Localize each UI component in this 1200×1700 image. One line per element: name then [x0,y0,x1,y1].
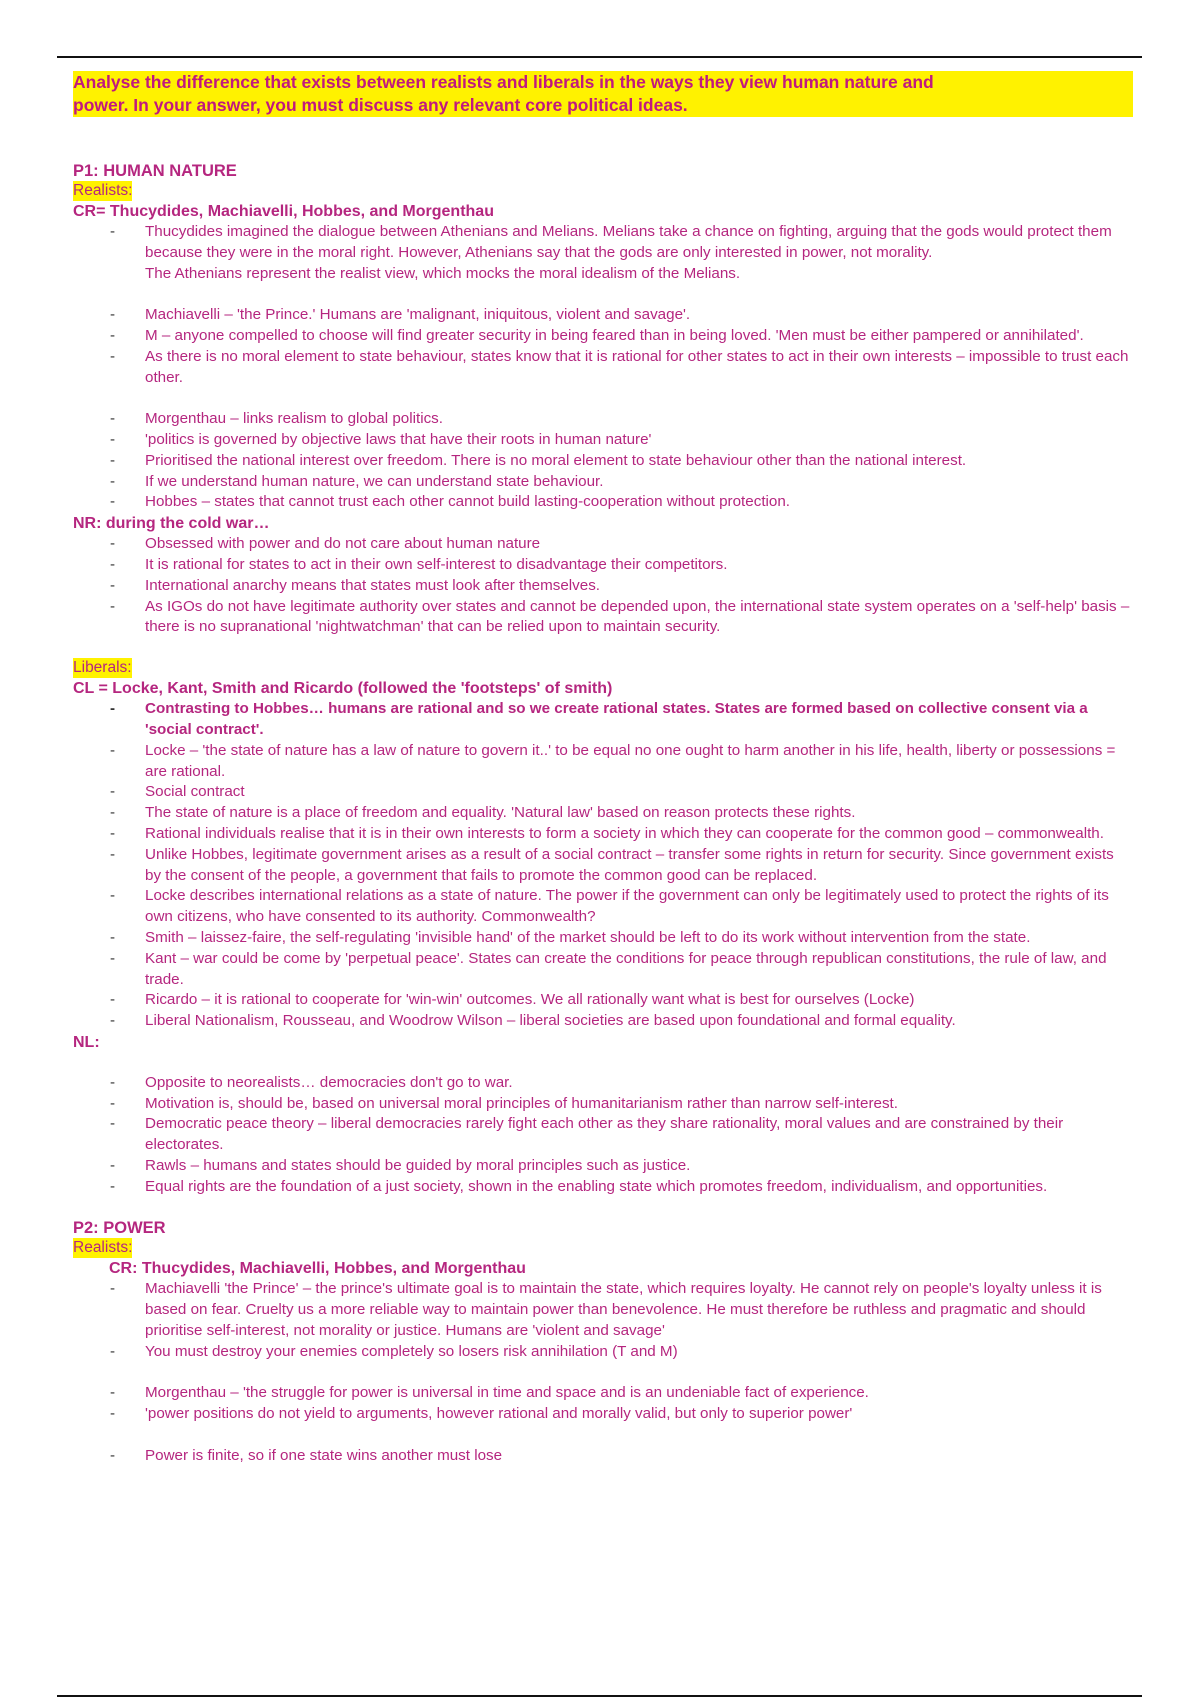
list-item: - Kant – war could be come by 'perpetual peace'. States can create the conditions for peace through republican constitutions, the rule of law, and trade. [73,949,1133,991]
neoliberalism-list [73,1073,1133,1198]
question-line-2: power. In your answer, you must discuss any relevant core political ideas. [73,94,1133,117]
list-item: - Contrasting to Hobbes… humans are rational and so we create rational states. States are formed based on collective consent via a 'social contract'. [73,699,1133,741]
list-item: - If we understand human nature, we can understand state behaviour. [73,472,1133,493]
list-item: - Hobbes – states that cannot trust each other cannot build lasting-cooperation without protection. [73,492,1133,513]
power-morgenthau-list [73,1383,1133,1425]
list-item: - Morgenthau – links realism to global politics. [73,409,1133,430]
list-item: - Motivation is, should be, based on universal moral principles of humanitarianism rather than narrow self-interest. [73,1094,1133,1115]
list-item: - Equal rights are the foundation of a just society, shown in the enabling state which promotes freedom, individualism, and opportunities. [73,1177,1133,1198]
machiavelli-list [73,305,1133,388]
classical-liberalism-list [73,699,1133,1032]
classical-realism-heading: CR= Thucydides, Machiavelli, Hobbes, and Morgenthau [73,203,494,220]
list-item: - The state of nature is a place of freedom and equality. 'Natural law' based on reason protects these rights. [73,803,1133,824]
bottom-rule [57,1695,1142,1697]
neorealism-list [73,534,1133,638]
list-item: - Locke describes international relations as a state of nature. The power if the government can only be legitimately used to protect the rights of its own citizens, who have consented to its authority. Commonwealth? [73,886,1133,928]
neorealism-heading: NR: during the cold war… [73,515,270,533]
list-item: - It is rational for states to act in their own self-interest to disadvantage their competitors. [73,555,1133,576]
realists-label-p2: Realists: [73,1239,133,1257]
list-item: - You must destroy your enemies completely so losers risk annihilation (T and M) [73,1342,1133,1363]
section-title-power: P2: POWER [73,1219,166,1238]
list-item: - Machiavelli – 'the Prince.' Humans are 'malignant, iniquitous, violent and savage'. [73,305,1133,326]
classical-liberalism-heading: CL = Locke, Kant, Smith and Ricardo (followed the 'footsteps' of smith) [73,680,613,698]
list-item: - Power is finite, so if one state wins another must lose [73,1446,1133,1467]
list-item: - Smith – laissez-faire, the self-regulating 'invisible hand' of the market should be left to do its work without intervention from the state. [73,928,1133,949]
power-realism-list [73,1279,1133,1362]
list-item: - Liberal Nationalism, Rousseau, and Woodrow Wilson – liberal societies are based upon foundational and formal equality. [73,1011,1133,1032]
power-finite-list [73,1446,1133,1467]
list-item: - Ricardo – it is rational to cooperate for 'win-win' outcomes. We all rationally want what is best for ourselves (Locke) [73,990,1133,1011]
neoliberalism-heading: NL: [73,1033,100,1051]
list-item: - Rawls – humans and states should be guided by moral principles such as justice. [73,1156,1133,1177]
classical-realism-power-heading: CR: Thucydides, Machiavelli, Hobbes, and Morgenthau [109,1260,526,1278]
list-item: - As there is no moral element to state behaviour, states know that it is rational for other states to act in their own interests – impossible to trust each other. [73,347,1133,389]
realists-label: Realists: [73,182,133,199]
list-item: - M – anyone compelled to choose will find greater security in being feared than in being loved. 'Men must be either pampered or annihilated'. [73,326,1133,347]
document-body [73,71,1133,1467]
list-item: - International anarchy means that states must look after themselves. [73,576,1133,597]
section-title-human-nature: P1: HUMAN NATURE [73,162,237,180]
list-item: The Athenians represent the realist view, which mocks the moral idealism of the Melians. [145,264,741,282]
list-item: - Locke – 'the state of nature has a law of nature to govern it..' to be equal no one ought to harm another in his life, health, liberty or possessions = are rational. [73,741,1133,783]
classical-realism-list [73,222,1133,284]
morgenthau-list [73,409,1133,513]
top-rule [57,56,1142,58]
list-item: - Prioritised the national interest over freedom. There is no moral element to state behaviour other than the national interest. [73,451,1133,472]
list-item: - Obsessed with power and do not care about human nature [73,534,1133,555]
liberals-label: Liberals: [73,659,132,677]
list-item: - Opposite to neorealists… democracies don't go to war. [73,1073,1133,1094]
list-item: - As IGOs do not have legitimate authority over states and cannot be depended upon, the international state system operates on a 'self-help' basis – there is no supranational 'nightwatchman' that can be relied upon to maintain security. [73,597,1133,639]
list-item: - Unlike Hobbes, legitimate government arises as a result of a social contract – transfer some rights in return for security. Since government exists by the consent of the people, a government that fails to promote the common good can be replaced. [73,845,1133,887]
list-item: - Rational individuals realise that it is in their own interests to form a society in which they can cooperate for the common good – commonwealth. [73,824,1133,845]
list-item: - Democratic peace theory – liberal democracies rarely fight each other as they share rationality, moral values and are constrained by their electorates. [73,1114,1133,1156]
list-item: - Machiavelli 'the Prince' – the prince's ultimate goal is to maintain the state, which requires loyalty. He cannot rely on people's loyalty unless it is based on fear. Cruelty us a more reliable way to maintain power than benevolence. He must therefore be ruthless and pragmatic and should prioritise self-interest, not morality or justice. Humans are 'violent and savage' [73,1279,1133,1341]
list-item: - 'power positions do not yield to arguments, however rational and morally valid, but only to superior power' [73,1404,1133,1425]
list-item: - Social contract [73,782,1133,803]
list-item: - 'politics is governed by objective laws that have their roots in human nature' [73,430,1133,451]
list-item: - Morgenthau – 'the struggle for power is universal in time and space and is an undeniable fact of experience. [73,1383,1133,1404]
essay-question [73,71,1133,117]
list-item: - Thucydides imagined the dialogue between Athenians and Melians. Melians take a chance on fighting, arguing that the gods would protect them because they were in the moral right. However, Athenians say that the gods are only interested in power, not morality. [73,222,1133,264]
question-line-1: Analyse the difference that exists between realists and liberals in the ways they view human nature and [73,71,1133,94]
